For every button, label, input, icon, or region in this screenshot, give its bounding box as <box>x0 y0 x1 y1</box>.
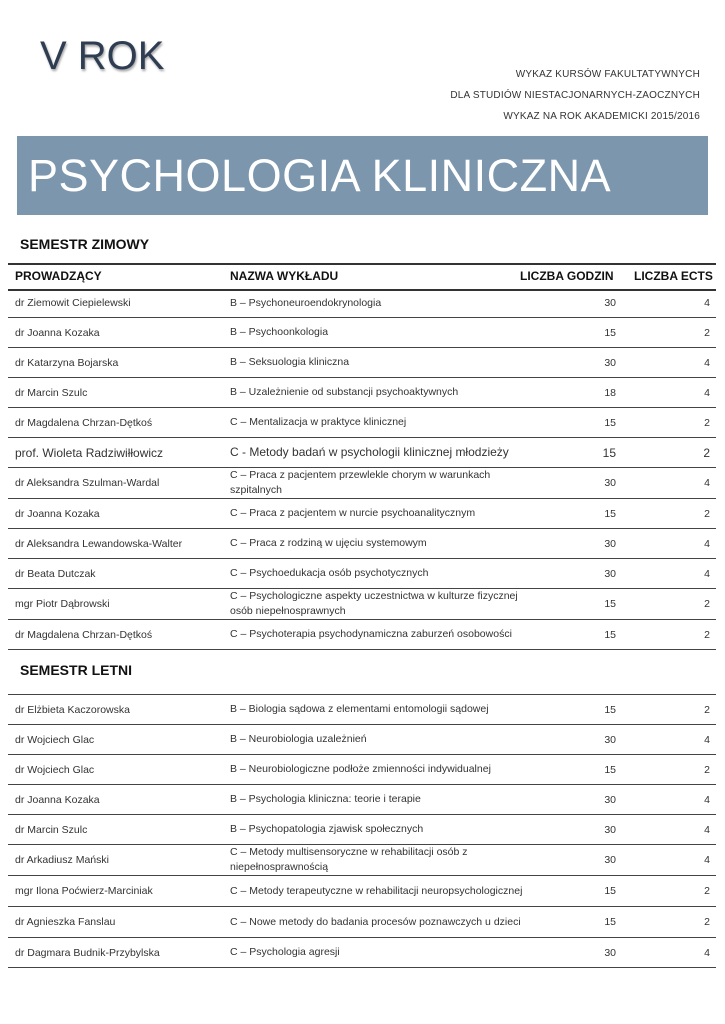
course-name-cell: C – Praca z pacjentem w nurcie psychoanalitycznym <box>230 507 476 519</box>
ects-cell: 2 <box>704 628 710 641</box>
lecturer-cell: mgr Piotr Dąbrowski <box>15 598 110 610</box>
ects-cell: 2 <box>704 763 710 776</box>
table-row <box>8 907 716 938</box>
ects-cell: 4 <box>704 297 710 309</box>
hours-cell: 18 <box>604 386 616 399</box>
lecturer-cell: dr Agnieszka Fanslau <box>15 916 116 928</box>
title-banner <box>17 136 708 215</box>
hours-cell: 15 <box>604 885 616 897</box>
subtitle-line-2: DLA STUDIÓW NIESTACJONARNYCH-ZAOCZNYCH <box>450 90 700 101</box>
ects-cell: 4 <box>704 854 710 866</box>
lecturer-cell: dr Marcin Szulc <box>15 823 88 836</box>
course-name-cell: B – Psychoneuroendokrynologia <box>230 296 382 309</box>
hours-cell: 15 <box>604 326 616 339</box>
course-name-cell: B – Uzależnienie od substancji psychoaktywnych <box>230 386 459 398</box>
table-row <box>8 695 716 725</box>
course-name-cell: C – Psychoedukacja osób psychotycznych <box>230 567 429 579</box>
hours-cell: 15 <box>604 703 616 716</box>
summer-semester-title: SEMESTR LETNI <box>20 662 133 678</box>
lecturer-cell: dr Arkadiusz Mański <box>15 854 109 866</box>
lecturer-cell: prof. Wioleta Radziwiłłowicz <box>15 445 164 460</box>
lecturer-cell: dr Elżbieta Kaczorowska <box>15 703 130 716</box>
ects-cell: 2 <box>704 916 710 928</box>
ects-cell: 2 <box>704 326 710 339</box>
table-row <box>8 845 716 876</box>
subtitle-line-1: WYKAZ KURSÓW FAKULTATYWNYCH <box>515 69 700 80</box>
table-row <box>8 559 716 589</box>
ects-cell: 2 <box>704 885 710 897</box>
table-row <box>8 785 716 815</box>
lecturer-cell: dr Dagmara Budnik-Przybylska <box>15 946 160 959</box>
ects-cell: 4 <box>704 823 710 836</box>
lecturer-cell: dr Joanna Kozaka <box>15 793 100 806</box>
ects-cell: 4 <box>704 733 710 746</box>
table-row <box>8 289 716 318</box>
table-row <box>8 755 716 785</box>
lecturer-cell: dr Magdalena Chrzan-Dętkoś <box>15 628 153 641</box>
year-heading: V ROK <box>40 34 165 78</box>
table-row <box>8 938 716 968</box>
table-row <box>8 815 716 845</box>
hours-cell: 30 <box>604 477 616 489</box>
header-hours: LICZBA GODZIN <box>520 269 614 283</box>
table-row <box>8 529 716 559</box>
hours-cell: 15 <box>602 445 616 460</box>
lecturer-cell: dr Marcin Szulc <box>15 386 88 399</box>
lecturer-cell: dr Beata Dutczak <box>15 567 96 580</box>
hours-cell: 15 <box>604 916 616 928</box>
course-name-cell: B – Seksuologia kliniczna <box>230 356 350 368</box>
lecturer-cell: dr Joanna Kozaka <box>15 326 100 339</box>
hours-cell: 30 <box>604 854 616 866</box>
course-name-cell: B – Neurobiologiczne podłoże zmienności indywidualnej <box>230 763 491 775</box>
header-lecturer: PROWADZĄCY <box>15 269 102 283</box>
ects-cell: 4 <box>704 356 710 369</box>
header-course: NAZWA WYKŁADU <box>230 269 339 283</box>
table-row <box>8 725 716 755</box>
course-name-cell: C – Psychologia agresji <box>230 946 340 958</box>
table-row <box>8 348 716 378</box>
ects-cell: 2 <box>704 598 710 610</box>
header-ects: LICZBA ECTS <box>634 269 713 283</box>
winter-table-body <box>8 289 716 650</box>
course-name-cell: B – Psychologia kliniczna: teorie i terapie <box>230 793 421 805</box>
table-row <box>8 589 716 620</box>
hours-cell: 15 <box>604 598 616 610</box>
ects-cell: 4 <box>704 537 710 550</box>
course-name-cell: B – Biologia sądowa z elementami entomologii sądowej <box>230 703 489 715</box>
lecturer-cell: dr Aleksandra Lewandowska-Walter <box>15 537 183 550</box>
lecturer-cell: dr Magdalena Chrzan-Dętkoś <box>15 416 153 429</box>
summer-table-body <box>8 695 716 968</box>
course-name-cell: C – Nowe metody do badania procesów poznawczych u dzieci <box>230 915 521 928</box>
hours-cell: 15 <box>604 416 616 429</box>
course-name-cell: C - Metody badań w psychologii klinicznej młodzieży <box>230 445 509 459</box>
document-subtitle <box>450 64 700 127</box>
lecturer-cell: dr Wojciech Glac <box>15 733 95 746</box>
hours-cell: 30 <box>604 567 616 580</box>
table-row <box>8 876 716 907</box>
hours-cell: 15 <box>604 628 616 641</box>
hours-cell: 30 <box>604 823 616 836</box>
course-name-cell: C – Praca z pacjentem przewlekle chorym w warunkach szpitalnych <box>230 469 491 496</box>
course-name-cell: C – Metody terapeutyczne w rehabilitacji neuropsychologicznej <box>230 884 523 897</box>
lecturer-cell: dr Wojciech Glac <box>15 763 95 776</box>
lecturer-cell: dr Ziemowit Ciepielewski <box>15 297 131 309</box>
hours-cell: 30 <box>604 297 616 309</box>
course-name-cell: C – Psychologiczne aspekty uczestnictwa w kulturze fizycznej osób niepełnosprawnych <box>230 590 518 617</box>
course-name-cell: C – Praca z rodziną w ujęciu systemowym <box>230 537 427 549</box>
lecturer-cell: dr Aleksandra Szulman-Wardal <box>15 477 160 489</box>
ects-cell: 4 <box>704 386 710 399</box>
ects-cell: 4 <box>704 477 710 489</box>
lecturer-cell: dr Joanna Kozaka <box>15 507 100 520</box>
page-title: PSYCHOLOGIA KLINICZNA <box>28 150 612 201</box>
winter-table-header <box>8 263 716 291</box>
course-name-cell: B – Psychoonkologia <box>230 326 329 338</box>
hours-cell: 15 <box>604 763 616 776</box>
hours-cell: 30 <box>604 537 616 550</box>
table-row <box>8 408 716 438</box>
ects-cell: 2 <box>704 507 710 520</box>
ects-cell: 4 <box>704 793 710 806</box>
ects-cell: 4 <box>704 946 710 959</box>
ects-cell: 2 <box>703 445 710 460</box>
hours-cell: 30 <box>604 793 616 806</box>
ects-cell: 2 <box>704 703 710 716</box>
table-row <box>8 620 716 650</box>
hours-cell: 30 <box>604 946 616 959</box>
table-row <box>8 468 716 499</box>
course-name-cell: C – Mentalizacja w praktyce klinicznej <box>230 416 407 428</box>
table-row <box>8 438 716 468</box>
hours-cell: 30 <box>604 356 616 369</box>
course-name-cell: C – Metody multisensoryczne w rehabilitacji osób z niepełnosprawnością <box>230 846 468 873</box>
hours-cell: 15 <box>604 507 616 520</box>
winter-semester-title: SEMESTR ZIMOWY <box>20 236 150 252</box>
lecturer-cell: mgr Ilona Poćwierz-Marciniak <box>15 885 153 897</box>
hours-cell: 30 <box>604 733 616 746</box>
ects-cell: 2 <box>704 416 710 429</box>
ects-cell: 4 <box>704 567 710 580</box>
table-row <box>8 318 716 348</box>
subtitle-line-3: WYKAZ NA ROK AKADEMICKI 2015/2016 <box>503 111 700 122</box>
course-name-cell: B – Neurobiologia uzależnień <box>230 733 367 745</box>
course-name-cell: B – Psychopatologia zjawisk społecznych <box>230 823 424 835</box>
table-row <box>8 499 716 529</box>
course-name-cell: C – Psychoterapia psychodynamiczna zaburzeń osobowości <box>230 628 512 640</box>
lecturer-cell: dr Katarzyna Bojarska <box>15 356 119 369</box>
table-row <box>8 378 716 408</box>
